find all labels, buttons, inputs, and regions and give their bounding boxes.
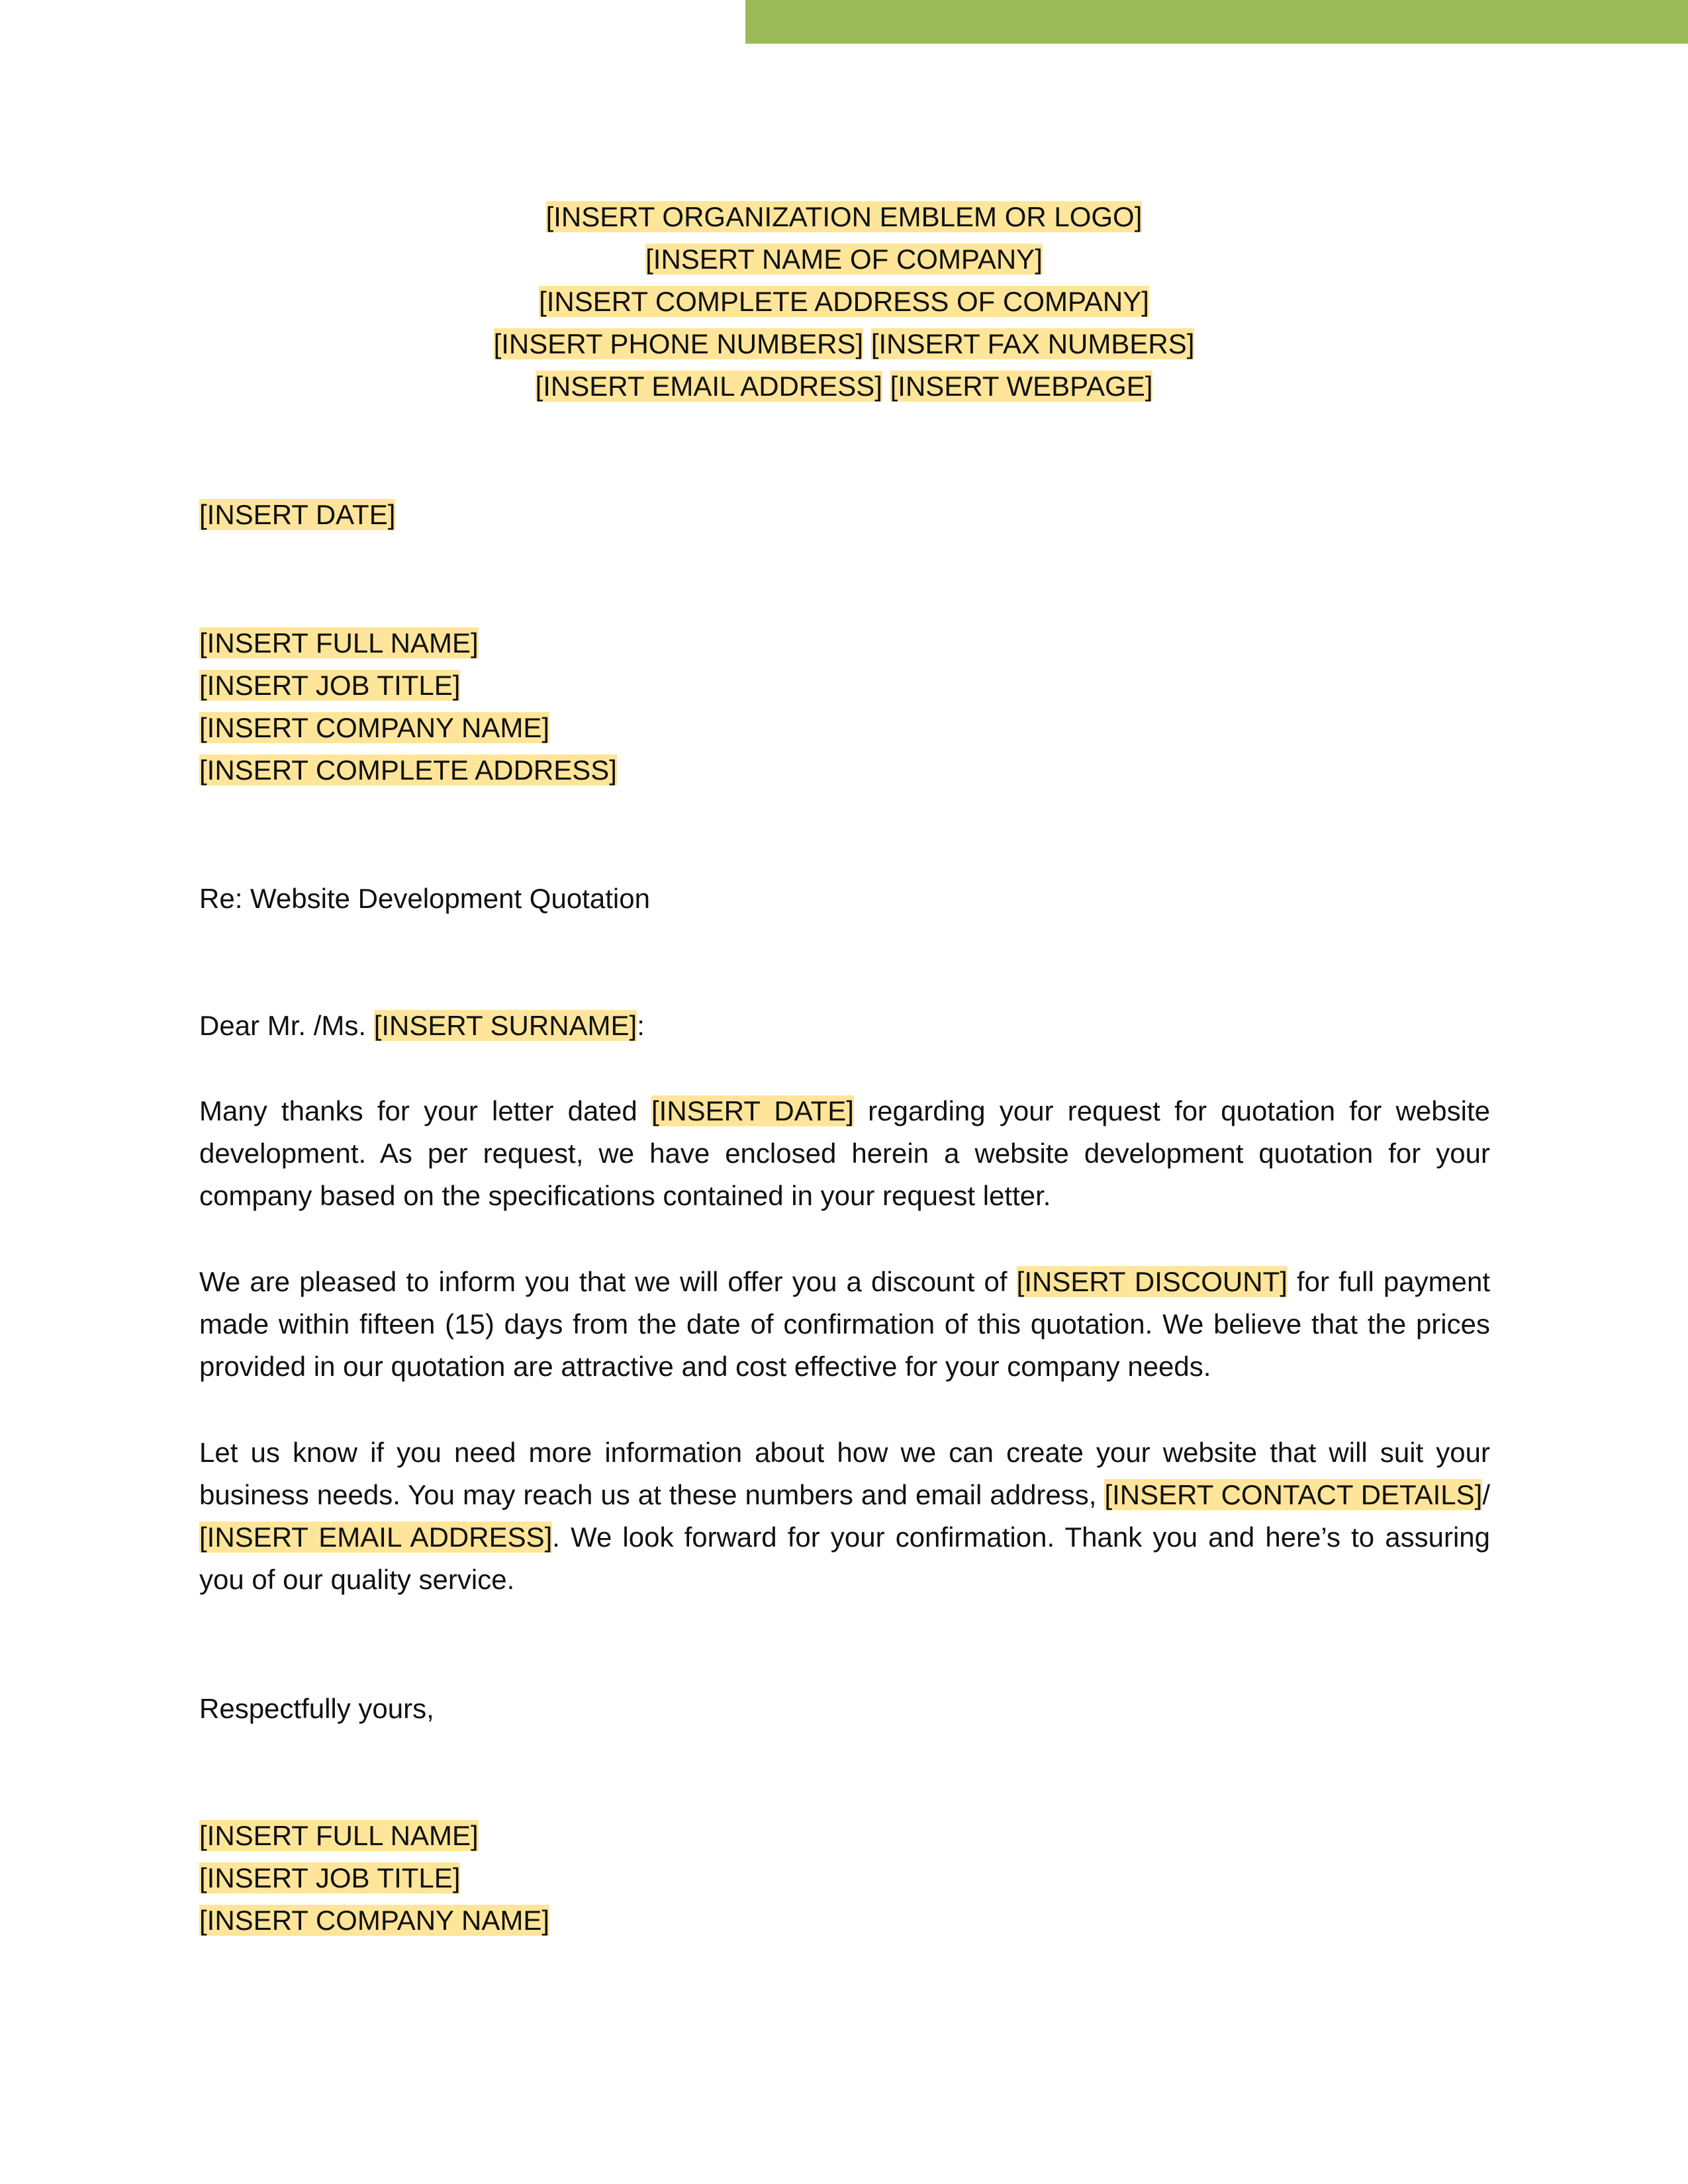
subject-line: Re: Website Development Quotation	[199, 883, 650, 914]
phone-placeholder: [INSERT PHONE NUMBERS]	[493, 328, 864, 359]
recipient-address-line	[199, 749, 617, 792]
paragraph-3-email-placeholder: [INSERT EMAIL ADDRESS]	[199, 1522, 553, 1553]
recipient-title-line	[199, 664, 460, 707]
paragraph-3-separator: /	[1482, 1479, 1490, 1510]
email-web-line	[0, 365, 1688, 408]
signature-company-name: [INSERT COMPANY NAME]	[199, 1905, 549, 1936]
paragraph-2	[199, 1261, 1490, 1388]
paragraph-1-text-b: regarding your request for quotation for website development. As per request, we have enclosed herein a website development quotation for your company based on the specifications contained in your request letter.	[199, 1095, 1490, 1211]
salutation	[199, 1005, 645, 1047]
salutation-prefix: Dear Mr. /Ms.	[199, 1010, 374, 1041]
recipient-company-name: [INSERT COMPANY NAME]	[199, 712, 549, 743]
paragraph-3-text-a: Let us know if you need more information about how we can create your website that will suit your business needs. You may reach us at these numbers and email address,	[199, 1437, 1490, 1510]
email-placeholder: [INSERT EMAIL ADDRESS]	[535, 371, 882, 402]
paragraph-2-text-b: for full payment made within fifteen (15) days from the date of confirmation of this quotation. We believe that the prices provided in our quotation are attractive and cost effective for your company needs.	[199, 1266, 1490, 1382]
contact-details-placeholder: [INSERT CONTACT DETAILS]	[1104, 1479, 1483, 1510]
paragraph-2-text-a: We are pleased to inform you that we will offer you a discount of	[199, 1266, 1017, 1297]
recipient-complete-address: [INSERT COMPLETE ADDRESS]	[199, 754, 617, 786]
company-address-placeholder: [INSERT COMPLETE ADDRESS OF COMPANY]	[539, 286, 1149, 317]
paragraph-1	[199, 1090, 1490, 1217]
company-name-placeholder: [INSERT NAME OF COMPANY]	[645, 244, 1043, 275]
signature-name-line	[199, 1815, 479, 1857]
company-name-line	[0, 238, 1688, 281]
closing: Respectfully yours,	[199, 1693, 434, 1724]
signature-full-name: [INSERT FULL NAME]	[199, 1820, 479, 1851]
paragraph-3-text-b: . We look forward for your confirmation. Thank you and here’s to assuring you of our quality service.	[199, 1522, 1490, 1595]
signature-title-line	[199, 1857, 460, 1899]
recipient-company-line	[199, 707, 549, 749]
phone-fax-line	[0, 323, 1688, 365]
paragraph-1-date-placeholder: [INSERT DATE]	[651, 1095, 854, 1126]
salutation-suffix: :	[637, 1010, 645, 1041]
date-placeholder: [INSERT DATE]	[199, 499, 396, 530]
recipient-job-title: [INSERT JOB TITLE]	[199, 670, 461, 701]
company-address-line	[0, 281, 1688, 323]
surname-placeholder: [INSERT SURNAME]	[373, 1010, 637, 1041]
date-line	[199, 494, 395, 536]
logo-placeholder-line	[0, 196, 1688, 238]
paragraph-1-text-a: Many thanks for your letter dated	[199, 1095, 651, 1126]
signature-job-title: [INSERT JOB TITLE]	[199, 1862, 461, 1893]
recipient-name-line	[199, 622, 479, 664]
webpage-placeholder: [INSERT WEBPAGE]	[890, 371, 1153, 402]
signature-company-line	[199, 1899, 549, 1942]
logo-placeholder: [INSERT ORGANIZATION EMBLEM OR LOGO]	[545, 201, 1143, 232]
paragraph-3	[199, 1432, 1490, 1601]
discount-placeholder: [INSERT DISCOUNT]	[1016, 1266, 1288, 1297]
fax-placeholder: [INSERT FAX NUMBERS]	[870, 328, 1195, 359]
recipient-full-name: [INSERT FULL NAME]	[199, 627, 479, 659]
